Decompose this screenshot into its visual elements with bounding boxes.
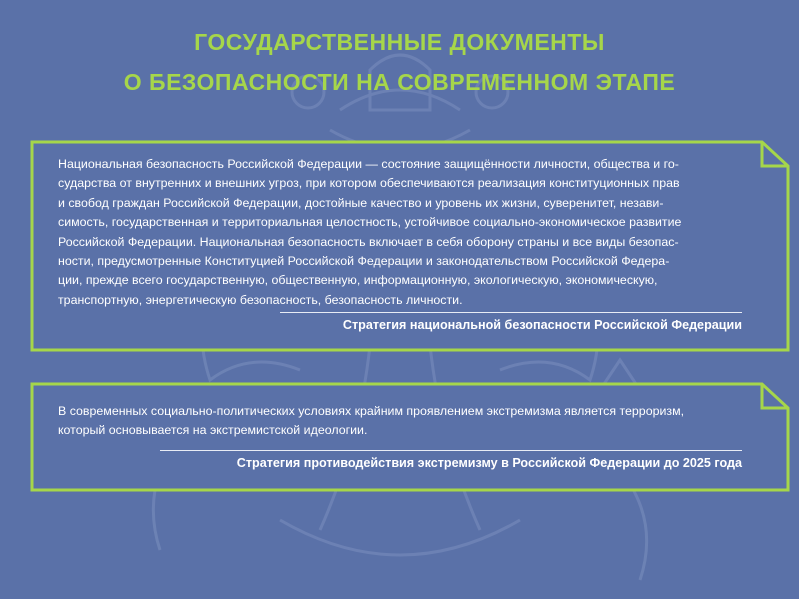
quote-line: транспортную, энергетическую безопасность, безопасность личности.	[58, 292, 463, 307]
source-divider	[280, 312, 742, 313]
page-title-line-2: О БЕЗОПАСНОСТИ НА СОВРЕМЕННОМ ЭТАПЕ	[123, 69, 676, 95]
quote-line: и свобод граждан Российской Федерации, достойные качество и уровень их жизни, суверенитет, незави-	[58, 195, 664, 210]
page-title	[0, 22, 799, 102]
quote-line: Российской Федерации. Национальная безопасность включает в себя оборону страны и все виды безопас-	[58, 234, 679, 249]
quote-line: симость, государственная и территориальная целостность, устойчивое социально-экономическое развитие	[58, 215, 682, 230]
quote-card-extremism	[30, 382, 790, 492]
source-divider	[160, 450, 742, 451]
quote-line: ности, предусмотренные Конституцией Российской Федерации и законодательством Российской Федера-	[58, 254, 670, 269]
quote-line: Национальная безопасность Российской Федерации — состояние защищённости личности, общества и го-	[58, 157, 679, 171]
quote-line: который основывается на экстремистской идеологии.	[58, 423, 368, 438]
page-title-line-1: ГОСУДАРСТВЕННЫЕ ДОКУМЕНТЫ	[194, 29, 605, 55]
quote-text	[58, 155, 762, 310]
quote-line: ции, прежде всего государственную, общественную, информационную, экологическую, экономическую,	[58, 273, 658, 288]
quote-line: сударства от внутренних и внешних угроз, при котором обеспечиваются реализация конституционных прав	[58, 176, 680, 191]
quote-card-national-security	[30, 140, 790, 352]
quote-source: Стратегия национальной безопасности Российской Федерации	[342, 318, 742, 332]
quote-source: Стратегия противодействия экстремизму в Российской Федерации до 2025 года	[236, 456, 742, 470]
quote-text	[58, 402, 762, 441]
quote-line: В современных социально-политических условиях крайним проявлением экстремизма является терроризм,	[58, 404, 685, 418]
